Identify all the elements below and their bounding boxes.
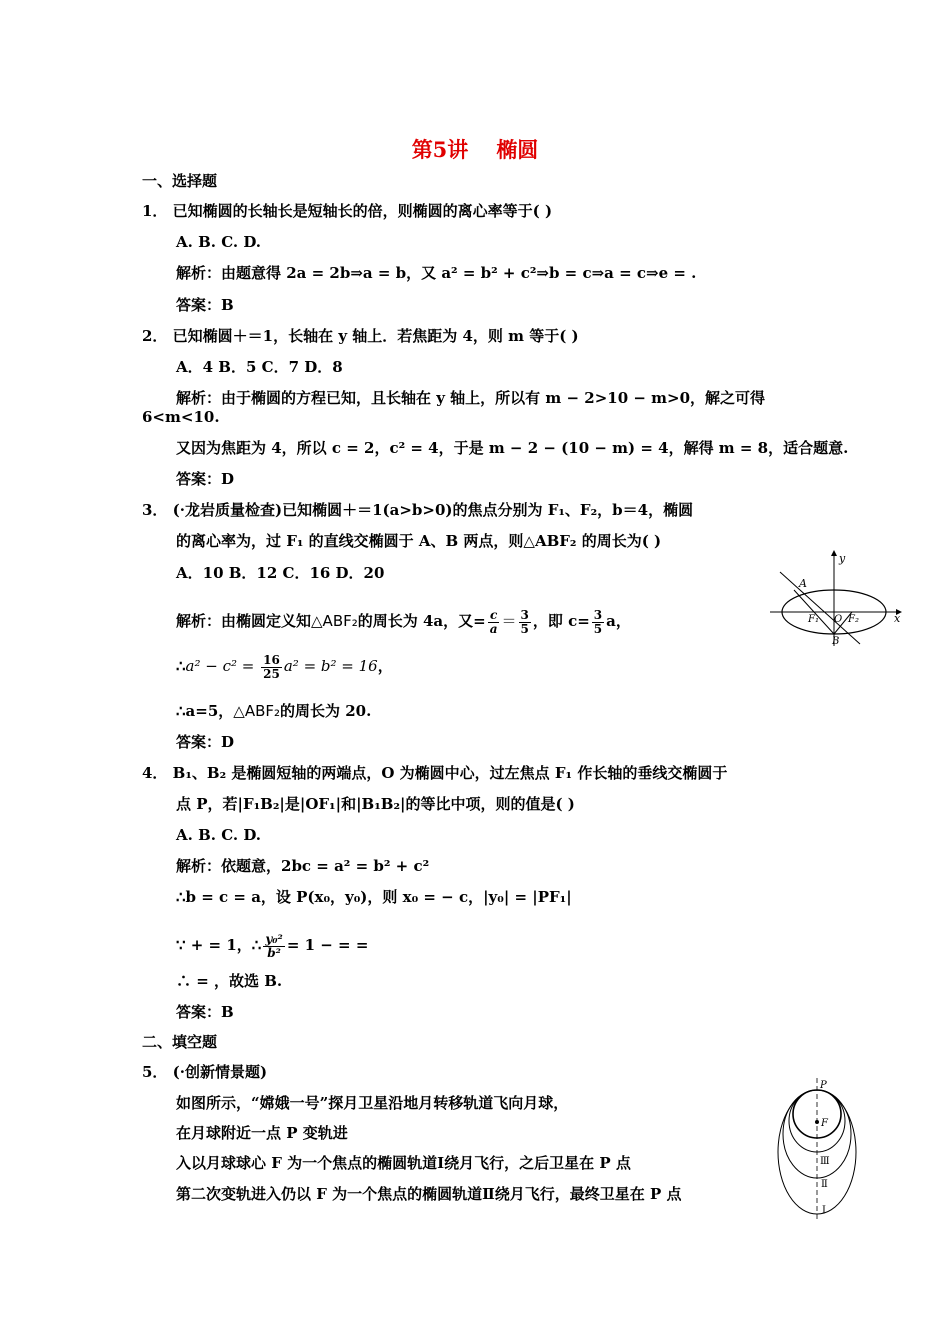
fraction-numerator: 16 [263, 652, 280, 667]
q4-stem-line1: 4． B₁、B₂ 是椭圆短轴的两端点，O 为椭圆中心，过左焦点 F₁ 作长轴的垂线交椭圆于 [142, 764, 728, 782]
q3-analysis-text-a: 解析：由椭圆定义知 [176, 612, 312, 630]
q3-analysis-line3 [176, 701, 371, 721]
q2-options: A．4 B．5 C．7 D．8 [176, 358, 343, 376]
q3-line3-c: 的周长为 20. [280, 702, 372, 720]
q4-options: A. B. C. D. [176, 826, 262, 844]
q3-eq-part-b: a² = b² = 16 [283, 657, 378, 675]
q5-para-1: 如图所示，“嫦娥一号”探月卫星沿地月转移轨道飞向月球， [176, 1094, 569, 1112]
page-title [0, 134, 950, 164]
q5-stem: 5． (·创新情景题) [142, 1063, 268, 1081]
fraction-numerator: 3 [520, 607, 529, 622]
q1-stem: 1． 已知椭圆的长轴长是短轴长的倍，则椭圆的离心率等于( ) [142, 202, 553, 220]
label-III: Ⅲ [820, 1156, 830, 1167]
q3-equals: ＝ [501, 612, 517, 630]
q3-analysis-text-d: a， [606, 612, 631, 630]
q4-analysis-line2: ∴b = c = a，设 P(x₀，y₀)，则 x₀ = − c，|y₀| = |PF₁| [176, 888, 572, 906]
label-y: y [839, 552, 846, 565]
label-II: Ⅱ [821, 1179, 828, 1190]
q4-fraction-y0-over-b [263, 933, 284, 960]
q3-line3-triangle: △ABF₂ [233, 702, 281, 720]
fraction-denominator: b² [267, 945, 281, 960]
q3-fraction-3-over-5-b [592, 609, 604, 636]
label-B: B [832, 636, 840, 647]
q4-line3-a: ∵ + = 1，∴ [176, 936, 262, 954]
q3-stem-line2: 的离心率为，过 F₁ 的直线交椭圆于 A、B 两点，则△ABF₂ 的周长为( ) [176, 532, 662, 550]
q3-analysis-line1 [176, 606, 631, 636]
q3-ellipse-figure [766, 548, 906, 648]
q1-answer: 答案：B [176, 296, 234, 314]
label-F: F [821, 1118, 828, 1129]
label-x: x [894, 612, 901, 625]
focus-F-dot [815, 1120, 819, 1124]
fraction-denominator: 5 [593, 621, 603, 636]
q3-analysis-line2 [176, 651, 393, 681]
label-F2: F₂ [848, 614, 859, 625]
q4-analysis: 解析：依题意，2bc = a² = b² + c² [176, 857, 430, 875]
fraction-denominator: a [489, 621, 498, 636]
q4-line3-b: = 1 − = = [286, 936, 369, 954]
label-I: Ⅰ [822, 1205, 826, 1216]
q5-para-4: 第二次变轨进入仍以 F 为一个焦点的椭圆轨道Ⅱ绕月飞行，最终卫星在 P 点 [176, 1185, 682, 1203]
q3-analysis-text-b: 的周长为 4a，又= [357, 612, 486, 630]
q3-fraction-16-over-25 [261, 654, 282, 681]
label-O: O [834, 614, 843, 625]
q3-analysis-text-c: ，即 c= [532, 612, 590, 630]
label-P: P [820, 1080, 827, 1091]
section-heading-choice: 一、选择题 [142, 172, 218, 190]
lecture-topic: 椭圆 [496, 137, 539, 162]
fraction-denominator: 5 [520, 621, 529, 636]
q3-answer: 答案：D [176, 733, 235, 751]
q3-line3-a: ∴a=5， [176, 702, 234, 720]
therefore-symbol: ∴ [176, 657, 186, 675]
q4-analysis-line4: ∴ = ，故选 B. [176, 972, 283, 990]
q5-para-2: 在月球附近一点 P 变轨进 [176, 1124, 348, 1142]
q3-eq-part-c: ， [377, 657, 393, 675]
y-axis-arrow-icon [831, 550, 837, 556]
section-heading-fill: 二、填空题 [142, 1033, 218, 1051]
fraction-numerator: c [488, 609, 500, 623]
q3-eq-part-a: a² − c² = [185, 657, 260, 675]
q3-triangle-symbol: △ABF₂ [311, 612, 358, 630]
fraction-numerator: y₀² [265, 931, 283, 946]
q3-options: A．10 B．12 C．16 D．20 [176, 564, 385, 582]
q2-analysis-line2: 6<m<10. [142, 408, 220, 426]
q3-fraction-3-over-5 [519, 609, 531, 636]
q4-analysis-line3 [176, 930, 368, 960]
q4-stem-line2: 点 P，若|F₁B₂|是|OF₁|和|B₁B₂|的等比中项，则的值是( ) [176, 795, 575, 813]
q3-fraction-c-over-a [488, 609, 500, 636]
fraction-numerator: 3 [593, 607, 603, 622]
q5-para-3: 入以月球球心 F 为一个焦点的椭圆轨道Ⅰ绕月飞行，之后卫星在 P 点 [176, 1154, 631, 1172]
q2-analysis-line1: 解析：由于椭圆的方程已知，且长轴在 y 轴上，所以有 m − 2>10 − m>0，解之可得 [176, 389, 766, 407]
q2-stem: 2． 已知椭圆＋＝1，长轴在 y 轴上．若焦距为 4，则 m 等于( ) [142, 327, 579, 345]
label-A: A [799, 577, 807, 590]
q1-analysis: 解析：由题意得 2a = 2b⇒a = b，又 a² = b² + c²⇒b = c⇒a = c⇒e = . [176, 264, 697, 282]
q3-stem-line1: 3． (·龙岩质量检查)已知椭圆＋＝1(a>b>0)的焦点分别为 F₁、F₂，b＝4，椭圆 [142, 501, 694, 519]
lecture-number: 第5讲 [411, 137, 469, 162]
label-F1: F₁ [808, 614, 819, 625]
q5-orbit-figure [770, 1074, 870, 1224]
q2-analysis-line3: 又因为焦距为 4，所以 c = 2，c² = 4，于是 m − 2 − (10 − m) = 4，解得 m = 8，适合题意. [176, 439, 849, 457]
q4-answer: 答案：B [176, 1003, 234, 1021]
q2-answer: 答案：D [176, 470, 235, 488]
q1-options: A. B. C. D. [176, 233, 262, 251]
fraction-denominator: 25 [263, 666, 280, 681]
